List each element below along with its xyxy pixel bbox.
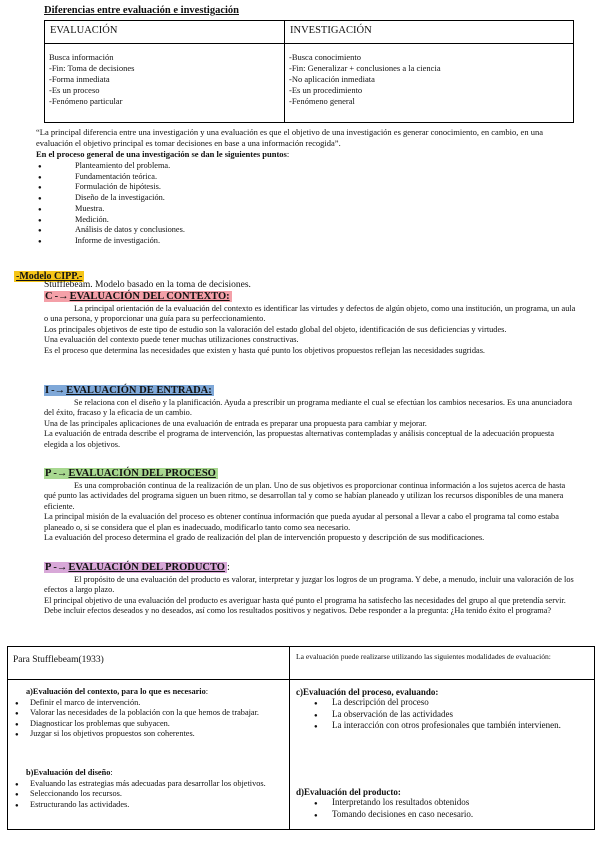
summary-right-header: La evaluación puede realizarse utilizando las siguientes modalidades de evaluación:: [296, 652, 551, 661]
context-block: [26, 687, 284, 740]
design-block: [26, 768, 284, 810]
process-title: c)Evaluación del proceso, evaluando:: [296, 687, 439, 697]
cipp-paragraph: La principal orientación de la evaluación del contexto es identificar las virtudes y defectos de algún objeto, como una institución, un programa, un aula o una persona, y proporcionar una guía para su perfeccionamiento.: [44, 303, 576, 323]
product-title: d)Evaluación del producto:: [296, 787, 401, 797]
summary-list-item: ● La interacción con otros profesionales que también intervienen.: [296, 720, 592, 732]
investigacion-item: -Fenómeno general: [289, 96, 355, 106]
cipp-paragraph: Los principales objetivos de este tipo de estudio son la valoración del estado global del objeto, identificación de sus deficiencias y virtudes.: [44, 324, 507, 334]
cipp-paragraph: Es el proceso que determina las necesidades que existen y hasta qué punto los objetivos propuestos reflejan las necesidades sugridas.: [44, 345, 485, 355]
process-item: ● Diseño de la investigación.: [38, 193, 185, 204]
cipp-section: [44, 469, 576, 544]
cipp-intro-rest: Modelo basado en la toma de decisiones.: [92, 280, 251, 290]
context-title-colon: :: [205, 687, 209, 696]
cipp-section-prefix: P: [45, 562, 52, 573]
cipp-section-title: EVALUACIÓN DEL PRODUCTO: [68, 562, 225, 573]
design-title-colon: :: [110, 768, 113, 777]
cipp-paragraph: El propósito de una evaluación del producto es valorar, interpretar y juzgar los logros de un programa. Y debe, a menudo, incluir una valoración de los efectos a largo plazo.: [44, 574, 574, 594]
process-block: [296, 687, 592, 732]
process-eval-list: [296, 697, 592, 732]
product-eval-list: [296, 797, 592, 820]
investigacion-item: -No aplicación inmediata: [289, 74, 375, 84]
investigacion-item: -Busca conocimiento: [289, 52, 361, 62]
summary-table: [7, 646, 595, 830]
process-item: ● Análisis de datos y conclusiones.: [38, 225, 185, 236]
process-heading: En el proceso general de una investigación se dan le siguientes puntos: [36, 149, 287, 159]
evaluacion-item: -Fin: Toma de decisiones: [49, 63, 135, 73]
cipp-section-heading: [44, 563, 576, 574]
cipp-intro: [44, 280, 251, 290]
process-item: ● Planteamiento del problema.: [38, 161, 185, 172]
cipp-section-heading: [44, 469, 576, 480]
cipp-section-title: EVALUACIÓN DEL CONTEXTO:: [69, 291, 230, 302]
cipp-section: [44, 292, 576, 356]
evaluacion-header: EVALUACIÓN: [45, 21, 285, 44]
process-heading-colon: :: [286, 149, 290, 159]
cipp-section-arrow: -→: [53, 562, 68, 573]
evaluacion-item: Busca información: [49, 52, 114, 62]
cipp-paragraph: Se relaciona con el diseño y la planificación. Ayuda a prescribir un programa mediante el cual se efectúan los cambios necesarios. Es una anunciadora del éxito, fracaso y la eficacia de un cambio.: [44, 397, 573, 417]
summary-list-item: ● Definir el marco de intervención.: [10, 698, 284, 709]
cipp-section-arrow: -→: [51, 385, 66, 396]
process-item: ● Informe de investigación.: [38, 236, 185, 247]
summary-list-item: ● Juzgar si los objetivos propuestos son coherentes.: [10, 729, 284, 740]
cipp-section-arrow: -→: [54, 291, 69, 302]
cipp-section-prefix: C: [45, 291, 53, 302]
comparison-table: [44, 20, 574, 123]
summary-left-header: Para Stufflebeam(1933): [13, 655, 104, 665]
cipp-title: -Modelo CIPP.-: [16, 271, 83, 282]
cipp-section: [44, 386, 576, 450]
cipp-section-heading: [44, 386, 576, 397]
process-item: ● Formulación de hipótesis.: [38, 182, 185, 193]
cipp-section: [44, 563, 576, 617]
cipp-paragraph: La evaluación de entrada describe el programa de intervención, las propuestas alternativas contempladas y análisis conceptual de la adecuación propuesta elegida a los objetivos.: [44, 429, 555, 449]
cipp-paragraph: La principal misión de la evaluación del proceso es obtener contínua información que pueda ayudar al personal a llevar a cabo el programa tal como estaba planeado o, si se considera que el plan es inadecuado, modificarlo tanto como sea necesario.: [44, 512, 559, 532]
product-block: [296, 787, 592, 820]
summary-list-item: ● Interpretando los resultados obtenidos: [296, 797, 592, 809]
cipp-paragraph: La evaluación del proceso determina el grado de realización del plan de intervención propuesto y descripción de sus modificaciones.: [44, 533, 485, 542]
summary-list-item: ● Diagnosticar los problemas que subyacen.: [10, 719, 284, 730]
quote-text: “La principal diferencia entre una investigación y una evaluación es que el objetivo de una investigación es generar conocimiento, en cambio, en una evaluación el objetivo principal es tomar decisiones en base a una información recogida”.: [36, 127, 543, 148]
investigacion-header: INVESTIGACIÓN: [285, 21, 574, 44]
document-title: Diferencias entre evaluación e investigación: [44, 5, 239, 16]
cipp-paragraph: Es una comprobación continua de la realización de un plan. Uno de sus objetivos es proporcionar continua información a los sujetos acerca de hasta qué punto las actividades del programa siguen un buen ritmo, se desarrollan tal y como se habían planeado y utilizan los recursos disponibles de una manera eficiente.: [44, 480, 566, 511]
process-item: ● Fundamentación teórica.: [38, 172, 185, 183]
summary-list-item: ● La observación de las actividades: [296, 709, 592, 721]
cipp-section-title-suffix: :: [226, 562, 230, 573]
summary-list-item: ● Tomando decisiones en caso necesario.: [296, 809, 592, 821]
summary-left-col: [8, 647, 290, 829]
design-list: [10, 779, 284, 811]
cipp-section-prefix: I: [45, 385, 50, 396]
design-title: b)Evaluación del diseño: [26, 768, 111, 777]
summary-right-col: [290, 647, 594, 829]
cipp-paragraph: Una de las principales aplicaciones de una evaluación de entrada es preparar una propuesta para cambiar y mejorar.: [44, 418, 427, 428]
investigacion-cell: [285, 44, 574, 123]
quote-paragraph: [36, 127, 576, 160]
evaluacion-item: -Es un proceso: [49, 85, 100, 95]
cipp-section-arrow: -→: [53, 468, 68, 479]
process-list: [38, 161, 185, 247]
cipp-section-title: EVALUACIÓN DEL PROCESO: [68, 468, 216, 479]
summary-list-item: ● Seleccionando los recursos.: [10, 789, 284, 800]
summary-list-item: ● Evaluando las estrategias más adecuadas para desarrollar los objetivos.: [10, 779, 284, 790]
context-title: a)Evaluación del contexto, para lo que es necesario: [26, 687, 206, 696]
context-list: [10, 698, 284, 740]
cipp-section-title: EVALUACIÓN DE ENTRADA:: [66, 385, 212, 396]
cipp-section-prefix: P: [45, 468, 52, 479]
stufflebeam-name: Stufflebeam.: [44, 280, 93, 290]
cipp-section-heading: [44, 292, 576, 303]
investigacion-item: -Fin: Generalizar + conclusiones a la ciencia: [289, 63, 441, 73]
evaluacion-cell: [45, 44, 285, 123]
summary-list-item: ● La descripción del proceso: [296, 697, 592, 709]
evaluacion-item: -Forma inmediata: [49, 74, 110, 84]
investigacion-item: -Es un procedimiento: [289, 85, 363, 95]
evaluacion-item: -Fenómeno particular: [49, 96, 123, 106]
cipp-paragraph: El principal objetivo de una evaluación del producto es averiguar hasta qué punto el programa ha satisfecho las necesidades del grupo al que pretendía servir. Debe incluir efectos deseados y no deseados, así como los resultados positivos y negativos. Debe responder a la pregunta: ¿Ha tenido éxito el programa?: [44, 595, 566, 615]
process-item: ● Muestra.: [38, 204, 185, 215]
summary-list-item: ● Estructurando las actividades.: [10, 800, 284, 811]
process-item: ● Medición.: [38, 215, 185, 226]
cipp-paragraph: Una evaluación del contexto puede tener muchas utilizaciones constructivas.: [44, 335, 299, 344]
summary-header-divider: [8, 679, 594, 680]
summary-list-item: ● Valorar las necesidades de la población con la que hemos de trabajar.: [10, 708, 284, 719]
